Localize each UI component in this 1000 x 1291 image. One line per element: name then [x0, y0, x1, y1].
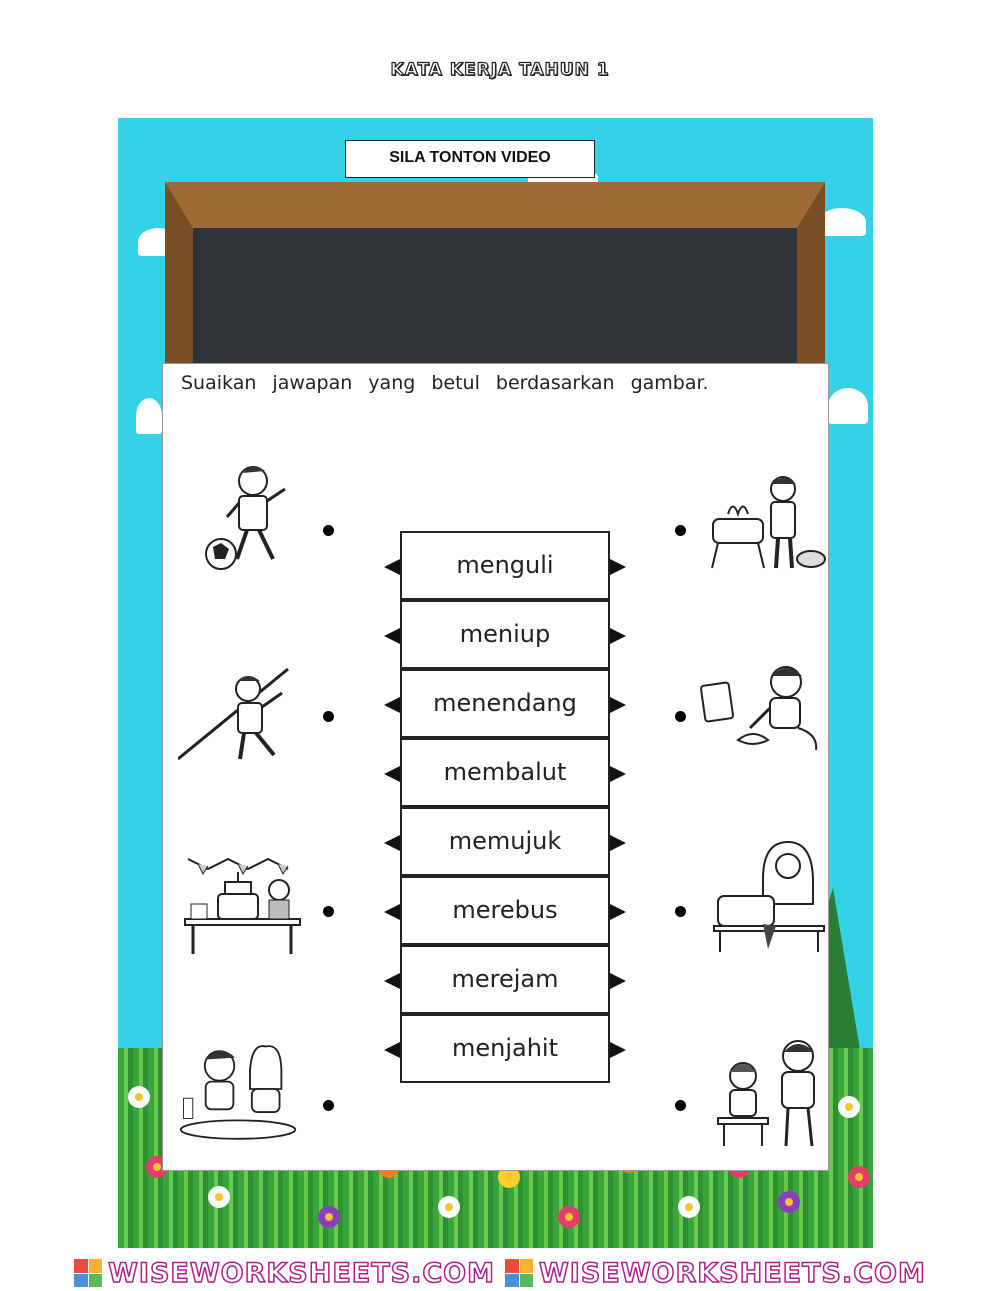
woman-sewing-icon	[708, 834, 828, 954]
boy-boiling-pot-icon	[708, 464, 828, 584]
right-arrow-icon	[610, 628, 626, 644]
worksheet-panel	[162, 363, 829, 1171]
wiseworksheets-logo-icon	[74, 1259, 102, 1287]
boy-throwing-javelin-icon	[178, 649, 298, 769]
match-dot-left-1[interactable]	[323, 525, 334, 536]
watermark-text: WISEWORKSHEETS.COM	[539, 1257, 926, 1289]
watermark-text: WISEWORKSHEETS.COM	[108, 1257, 495, 1289]
answer-box[interactable]	[400, 669, 610, 738]
match-dot-right-3[interactable]	[675, 906, 686, 917]
left-arrow-icon	[384, 697, 400, 713]
right-arrow-icon	[610, 973, 626, 989]
answer-label: meniup	[459, 620, 551, 648]
left-arrow-icon	[384, 904, 400, 920]
answer-box[interactable]	[400, 945, 610, 1014]
wiseworksheets-logo-icon	[505, 1259, 533, 1287]
match-dot-right-1[interactable]	[675, 525, 686, 536]
left-arrow-icon	[384, 973, 400, 989]
answer-box[interactable]	[400, 876, 610, 945]
answer-label: membalut	[443, 758, 567, 786]
right-arrow-icon	[610, 835, 626, 851]
answer-label: menjahit	[451, 1034, 559, 1062]
answer-box[interactable]	[400, 1014, 610, 1083]
instruction-text: Suaikan jawapan yang betul berdasarkan gambar.	[181, 372, 709, 394]
answer-box[interactable]	[400, 531, 610, 600]
answer-label: menguli	[456, 551, 554, 579]
right-arrow-icon	[610, 559, 626, 575]
left-arrow-icon	[384, 766, 400, 782]
page-title: KATA KERJA TAHUN 1	[390, 60, 610, 80]
answer-box[interactable]	[400, 600, 610, 669]
birthday-cake-table-icon	[183, 844, 303, 964]
boy-kneading-dough-icon	[698, 654, 818, 774]
children-sitting-icon	[178, 1029, 298, 1149]
answer-box[interactable]	[400, 807, 610, 876]
match-dot-left-4[interactable]	[323, 1100, 334, 1111]
man-bandaging-child-icon	[708, 1034, 828, 1154]
right-arrow-icon	[610, 1042, 626, 1058]
match-dot-right-4[interactable]	[675, 1100, 686, 1111]
match-dot-left-2[interactable]	[323, 711, 334, 722]
left-arrow-icon	[384, 559, 400, 575]
answer-box[interactable]	[400, 738, 610, 807]
left-arrow-icon	[384, 835, 400, 851]
match-dot-right-2[interactable]	[675, 711, 686, 722]
right-arrow-icon	[610, 904, 626, 920]
boy-kicking-ball-icon	[193, 459, 313, 579]
chalkboard-frame	[165, 182, 825, 382]
watermark	[0, 1255, 1000, 1291]
right-arrow-icon	[610, 766, 626, 782]
video-player-area[interactable]	[193, 228, 797, 382]
answer-label: menendang	[433, 689, 577, 717]
match-dot-left-3[interactable]	[323, 906, 334, 917]
answer-label: merejam	[451, 965, 559, 993]
answer-label: merebus	[452, 896, 558, 924]
left-arrow-icon	[384, 1042, 400, 1058]
left-arrow-icon	[384, 628, 400, 644]
right-arrow-icon	[610, 697, 626, 713]
answer-label: memujuk	[448, 827, 562, 855]
video-label[interactable]: SILA TONTON VIDEO	[345, 140, 595, 178]
